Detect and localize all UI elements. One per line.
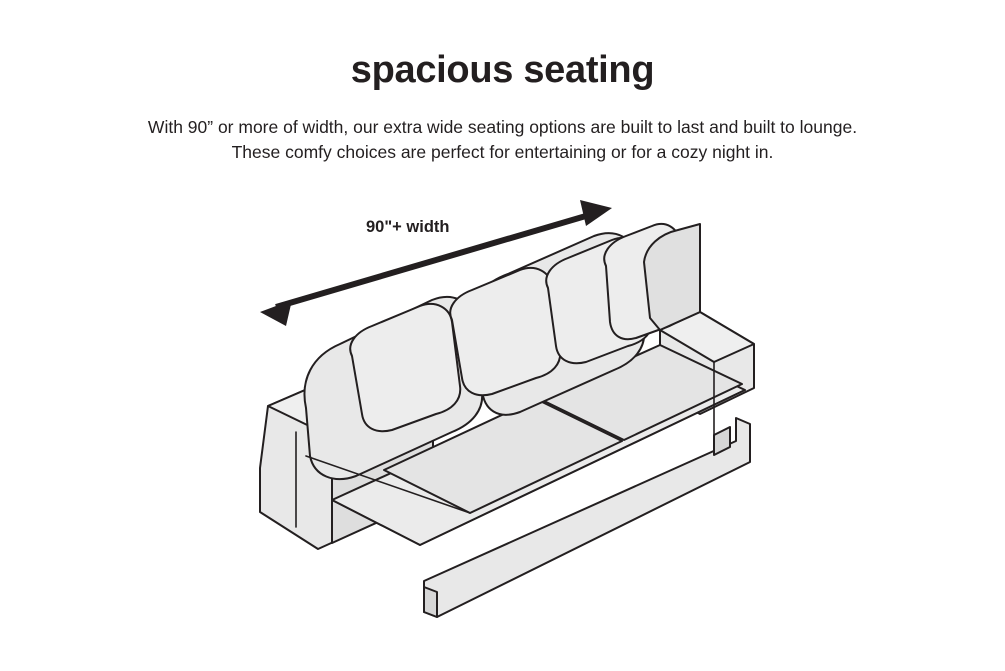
subcopy-line-1: With 90” or more of width, our extra wide seating options are built to last and built to lounge. [147,117,858,137]
dimension-label: 90"+ width [366,218,450,236]
arrow-head-right [580,200,612,226]
sofa-leg-front [424,587,437,617]
subcopy-line-2: These comfy choices are perfect for entertaining or for a cozy night in. [231,142,774,163]
toss-pillow-left [350,304,460,431]
sofa-illustration [260,224,754,617]
toss-pillow-center [450,268,560,395]
page-title: spacious seating [350,49,655,91]
